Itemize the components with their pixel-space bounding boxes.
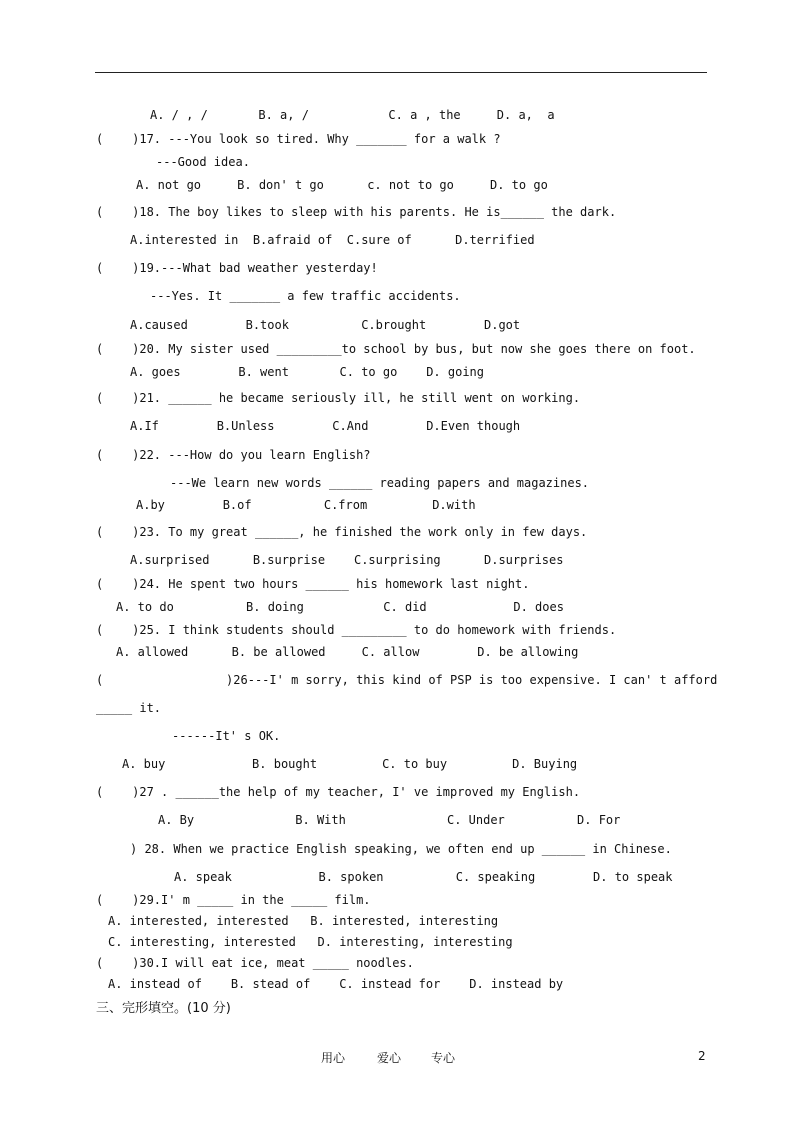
- q17-options: A. not go B. don' t go c. not to go D. to go: [136, 178, 548, 192]
- q29-options-ab: A. interested, interested B. interested, interesting: [108, 914, 499, 928]
- q26-question: ( )26---I' m sorry, this kind of PSP is too expensive. I can' t afford: [96, 673, 718, 687]
- section-heading: 三、完形填空。(10 分): [96, 1001, 231, 1016]
- q18-question: ( )18. The boy likes to sleep with his parents. He is______ the dark.: [96, 205, 617, 219]
- q25-question: ( )25. I think students should _________ to do homework with friends.: [96, 623, 617, 637]
- q28-question: ) 28. When we practice English speaking, we often end up ______ in Chinese.: [130, 842, 672, 856]
- q29-question: ( )29.I' m _____ in the _____ film.: [96, 893, 371, 907]
- q26-reply: ------It' s OK.: [172, 729, 281, 743]
- q27-question: ( )27 . ______the help of my teacher, I' ve improved my English.: [96, 785, 581, 799]
- q19-options: A.caused B.took C.brought D.got: [130, 318, 521, 332]
- q22-question: ( )22. ---How do you learn English?: [96, 448, 371, 462]
- q19-reply: ---Yes. It _______ a few traffic accidents.: [150, 289, 461, 303]
- q25-options: A. allowed B. be allowed C. allow D. be allowing: [116, 645, 579, 659]
- q20-options: A. goes B. went C. to go D. going: [130, 365, 485, 379]
- q28-options: A. speak B. spoken C. speaking D. to speak: [174, 870, 673, 884]
- q21-options: A.If B.Unless C.And D.Even though: [130, 419, 521, 433]
- q23-options: A.surprised B.surprise C.surprising D.surprises: [130, 553, 564, 567]
- footer-middle: 爱心: [377, 1051, 402, 1065]
- q26-question-cont: _____ it.: [96, 701, 162, 715]
- q16-options: A. / , / B. a, / C. a , the D. a, a: [150, 108, 555, 122]
- q17-reply: ---Good idea.: [156, 155, 250, 169]
- q29-options-cd: C. interesting, interested D. interesting, interesting: [108, 935, 513, 949]
- q21-question: ( )21. ______ he became seriously ill, he still went on working.: [96, 391, 581, 405]
- footer-right: 专心: [431, 1051, 456, 1065]
- q27-options: A. By B. With C. Under D. For: [158, 813, 621, 827]
- q22-reply: ---We learn new words ______ reading papers and magazines.: [170, 476, 590, 490]
- header-rule: [95, 72, 707, 73]
- q26-options: A. buy B. bought C. to buy D. Buying: [122, 757, 578, 771]
- q20-question: ( )20. My sister used _________to school by bus, but now she goes there on foot.: [96, 342, 696, 356]
- q24-options: A. to do B. doing C. did D. does: [116, 600, 564, 614]
- footer-left: 用心: [321, 1051, 346, 1065]
- q23-question: ( )23. To my great ______, he finished the work only in few days.: [96, 525, 588, 539]
- q18-options: A.interested in B.afraid of C.sure of D.terrified: [130, 233, 535, 247]
- q22-options: A.by B.of C.from D.with: [136, 498, 476, 512]
- q30-options: A. instead of B. stead of C. instead for D. instead by: [108, 977, 564, 991]
- q24-question: ( )24. He spent two hours ______ his homework last night.: [96, 577, 530, 591]
- q30-question: ( )30.I will eat ice, meat _____ noodles.: [96, 956, 414, 970]
- page-number: 2: [698, 1049, 706, 1063]
- q17-question: ( )17. ---You look so tired. Why _______ for a walk ?: [96, 132, 501, 146]
- q19-question: ( )19.---What bad weather yesterday!: [96, 261, 378, 275]
